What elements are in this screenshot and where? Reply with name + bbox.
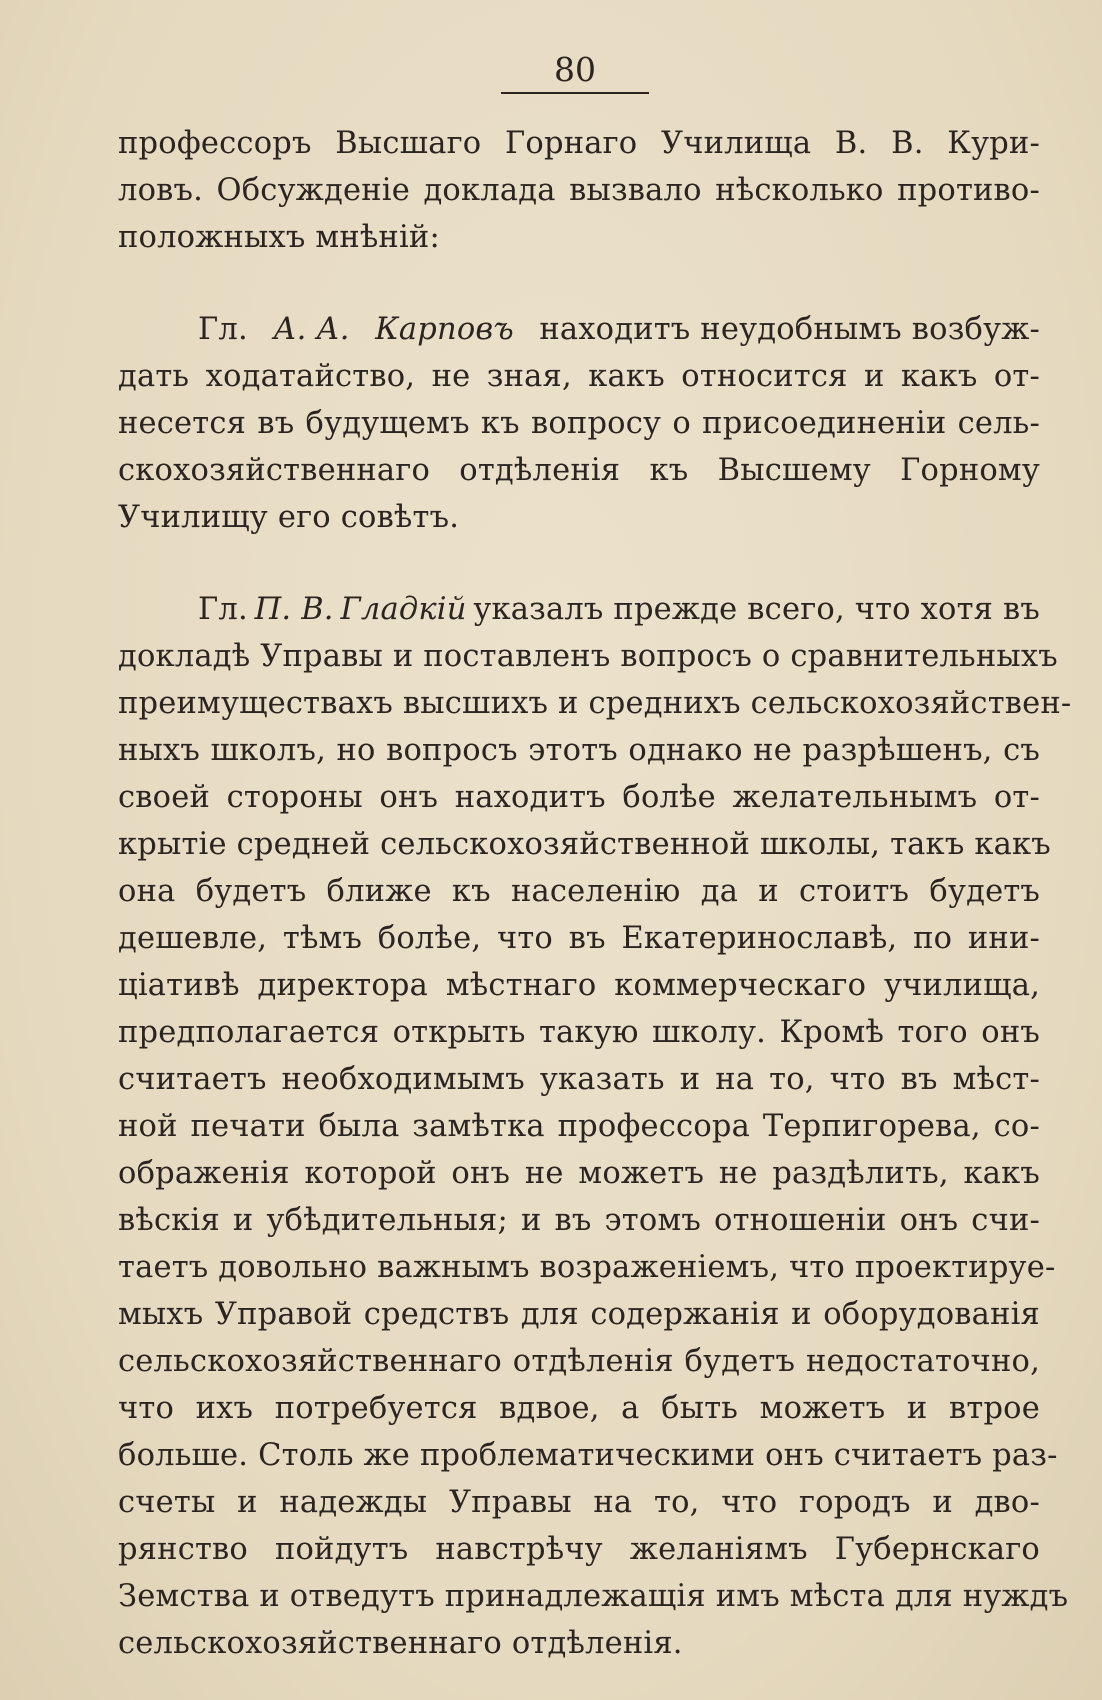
page-number-container <box>500 50 650 90</box>
text-line: преимуществахъ высшихъ и среднихъ сельскохозяйствен- <box>118 686 1072 721</box>
text-line: дешевле, тѣмъ болѣе, что въ Екатеринославѣ, по ини- <box>118 921 1040 956</box>
text-line: ныхъ школъ, но вопросъ этотъ однако не разрѣшенъ, съ <box>118 733 1040 768</box>
text-line: несется въ будущемъ къ вопросу о присоединеніи сель- <box>118 406 1040 441</box>
text-line: ціативѣ директора мѣстнаго коммерческаго училища, <box>118 968 1040 1003</box>
speaker-title: Гл. <box>198 312 248 347</box>
text-line: она будетъ ближе къ населенію да и стоитъ будетъ <box>118 874 1040 909</box>
first-line-rest: указалъ прежде всего, что хотя въ <box>473 592 1040 627</box>
text-line: ловъ. Обсужденіе доклада вызвало нѣсколько противо- <box>118 173 1040 208</box>
text-line: мыхъ Управой средствъ для содержанія и оборудованія <box>118 1297 1040 1332</box>
text-line: что ихъ потребуется вдвое, а быть можетъ и втрое <box>118 1391 1040 1426</box>
text-line: ной печати была замѣтка профессора Терпигорева, со- <box>118 1109 1040 1144</box>
text-line: ображенія которой онъ не можетъ не раздѣлить, какъ <box>118 1156 1040 1191</box>
text-line: счеты и надежды Управы на то, что городъ и дво- <box>118 1485 1040 1520</box>
paragraph-2 <box>118 306 1040 541</box>
first-line-rest: находитъ неудобнымъ возбуж- <box>539 312 1040 347</box>
speaker-name: Карповъ <box>375 312 514 347</box>
page-number-rule <box>501 92 649 94</box>
text-line: сельскохозяйственнаго отдѣленія будетъ недостаточно, <box>118 1344 1040 1379</box>
paragraph-2-first-line <box>118 306 1040 353</box>
text-line: предполагается открыть такую школу. Кромѣ того онъ <box>118 1015 1040 1050</box>
text-line: больше. Столь же проблематическими онъ считаетъ раз- <box>118 1438 1058 1473</box>
text-line: докладѣ Управы и поставленъ вопросъ о сравнительныхъ <box>118 639 1058 674</box>
paragraph-gap <box>118 541 1040 586</box>
text-line: вѣскія и убѣдительныя; и въ этомъ отношеніи онъ счи- <box>118 1203 1040 1238</box>
paragraph-gap <box>118 261 1040 306</box>
speaker-title: Гл. <box>198 592 248 627</box>
page-number: 80 <box>554 50 596 89</box>
text-line: рянство пойдутъ навстрѣчу желаніямъ Губернскаго <box>118 1532 1040 1567</box>
text-line: считаетъ необходимымъ указать и на то, что въ мѣст- <box>118 1062 1040 1097</box>
text-line: Земства и отведутъ принадлежащія имъ мѣста для нуждъ <box>118 1579 1069 1614</box>
paragraph-1 <box>118 120 1040 261</box>
text-line: крытіе средней сельскохозяйственной школы, такъ какъ <box>118 827 1051 862</box>
text-line: сельскохозяйственнаго отдѣленія. <box>118 1626 683 1661</box>
speaker-initials: А. А. <box>273 312 350 347</box>
text-line: положныхъ мнѣній: <box>118 220 440 255</box>
text-line: дать ходатайство, не зная, какъ относится и какъ от- <box>118 359 1040 394</box>
paragraph-3 <box>118 586 1072 1667</box>
paragraph-3-first-line <box>118 586 1040 633</box>
text-line: Училищу его совѣтъ. <box>118 500 460 535</box>
speaker-name: Гладкій <box>340 592 467 627</box>
text-line: таетъ довольно важнымъ возраженіемъ, что проектируе- <box>118 1250 1056 1285</box>
text-line: скохозяйственнаго отдѣленія къ Высшему Горному <box>118 453 1040 488</box>
text-line: своей стороны онъ находитъ болѣе желательнымъ от- <box>118 780 1040 815</box>
speaker-initials: П. В. <box>254 592 334 627</box>
body-text <box>118 120 1072 1667</box>
text-line: профессоръ Высшаго Горнаго Училища В. В. Кури- <box>118 126 1040 161</box>
